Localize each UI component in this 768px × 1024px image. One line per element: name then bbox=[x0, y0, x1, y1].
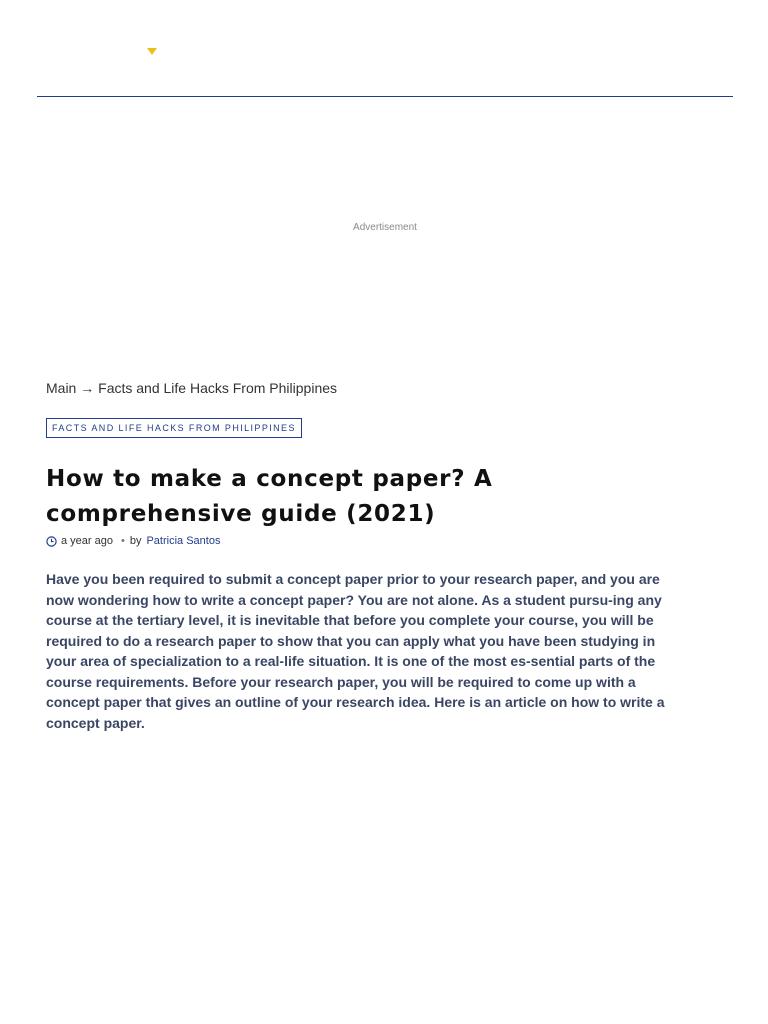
by-label: by bbox=[129, 535, 142, 547]
meta-separator: • bbox=[120, 535, 125, 547]
category-tag[interactable]: FACTS AND LIFE HACKS FROM PHILIPPINES bbox=[46, 418, 302, 438]
advertisement-slot bbox=[37, 110, 733, 360]
site-logo[interactable] bbox=[59, 40, 169, 80]
article-title: How to make a concept paper? A comprehensive guide (2021) bbox=[46, 466, 493, 527]
author-link[interactable]: Patricia Santos bbox=[146, 535, 221, 547]
breadcrumb-home-link[interactable]: Main bbox=[46, 380, 77, 396]
breadcrumb-separator: → bbox=[80, 380, 95, 396]
article-lead: Have you been required to submit a concept paper prior to your research paper, and you are now wondering how to write a concept paper? You are not alone. As a student pursu-ing any course at the tertiary level, it is inevitable that before you complete your course, you will be required to do a research paper to show that you can apply what you have been studying in your area of specialization to a real-life situation. It is one of the most es-sential parts of the course requirements. Before your research paper, you will be required to come up with a concept paper that gives an outline of your research idea. Here is an article on how to write a concept paper. bbox=[46, 571, 665, 731]
site-header bbox=[37, 0, 733, 97]
article-meta bbox=[46, 535, 220, 547]
publish-time: a year ago bbox=[61, 535, 113, 547]
breadcrumb-category-link[interactable]: Facts and Life Hacks From Philippines bbox=[98, 380, 338, 396]
clock-icon bbox=[46, 536, 57, 547]
breadcrumb bbox=[46, 380, 337, 396]
advertisement-label: Advertisement bbox=[353, 222, 417, 233]
caret-down-icon[interactable] bbox=[147, 48, 157, 55]
